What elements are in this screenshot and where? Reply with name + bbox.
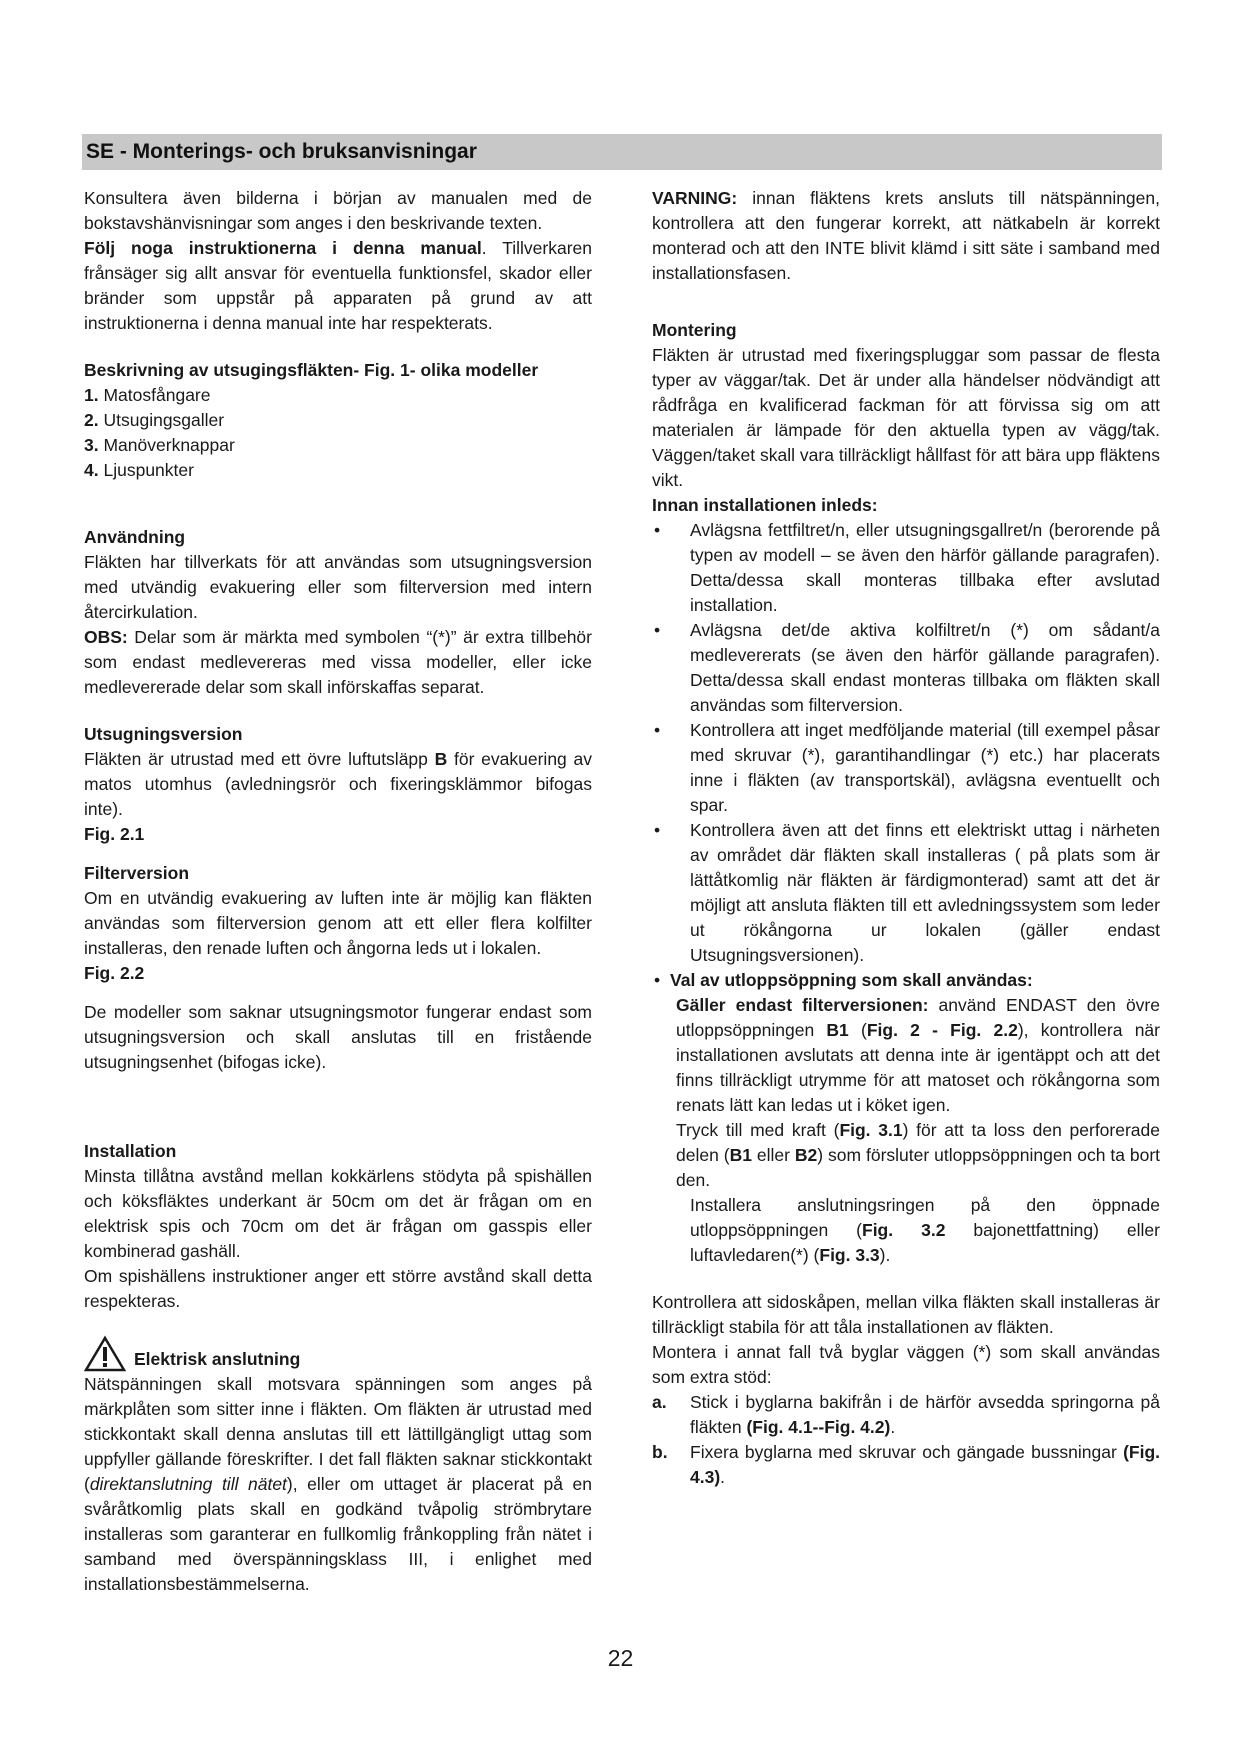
filter-paragraph-2: De modeller som saknar utsugningsmotor fungerar endast som utsugningsversion och skall anslutas till en fristående utsugningsenhet (bifogas icke). — [84, 1002, 592, 1072]
warning-text: innan fläktens krets ansluts till nätspänningen, kontrollera att den fungerar korrekt, att nätkabeln är korrekt monterad och att den INTE blivit klämd i sitt säte i samband med installationsfasen. — [652, 188, 1160, 283]
installation-paragraph-1: Minsta tillåtna avstånd mellan kokkärlens stödyta på spishällen och köksfläktes underkant är 50cm om det är frågan om en elektrisk spis och 70cm om det är frågan om gasspis eller kombinerad gashäll. — [84, 1166, 592, 1261]
item-text: Manöverknappar — [103, 435, 235, 455]
press-text-4: ) som försluter utloppsöppningen och ta bort den. — [676, 1145, 1161, 1190]
obs-text: Delar som är märkta med symbolen “(*)” är extra tillbehör som endast medlevereras med vissa modeller, eller icke medlevererade delar som skall införskaffas separat. — [84, 627, 592, 697]
item-text: Ljuspunkter — [103, 460, 194, 480]
outlet-text: använd ENDAST den övre utloppsöppningen — [676, 995, 1160, 1040]
item-number: 1. — [84, 385, 99, 405]
item-text: Kontrollera även att det finns ett elektriskt uttag i närheten av området där fläkten skall installeras ( på plats som är lättåtkomlig när fläkten är färdigmonterad) samt att det är möjligt att ansluta fläkten till ett avledningssystem som leder ut rökångorna ur lokalen (gäller endast Utsugningsversionen). — [690, 820, 1160, 965]
press-b2: B2 — [794, 1145, 818, 1165]
filter-paragraph: Om en utvändig evakuering av luften inte är möjlig kan fläkten användas som filterversion genom att ett eller flera kolfilter installeras, den renade luften och ångorna leds ut i lokalen. — [84, 888, 592, 958]
press-paragraph — [652, 1118, 1160, 1193]
warning-label: VARNING: — [652, 188, 738, 208]
ring-fig-ref: Fig. 3.2 — [862, 1220, 946, 1240]
intro-paragraph-2 — [84, 236, 592, 336]
installation-heading: Installation — [84, 1141, 177, 1161]
warning-triangle-icon — [84, 1336, 126, 1372]
bullet-icon: • — [654, 970, 661, 990]
step-end: . — [720, 1467, 726, 1487]
filter-heading: Filterversion — [84, 863, 190, 883]
press-fig-ref: Fig. 3.1 — [839, 1120, 903, 1140]
left-column — [84, 186, 592, 1594]
list-item — [652, 968, 1160, 993]
preparation-list — [652, 518, 1160, 993]
list-item — [652, 718, 1160, 818]
right-column — [652, 186, 1160, 286]
item-text: Matosfångare — [103, 385, 211, 405]
ring-text-2: bajonettfattning) eller luftavledaren(*) ( — [690, 1220, 1160, 1265]
item-text: Utsugingsgaller — [103, 410, 225, 430]
extraction-text-end: för evakuering av matos utomhus (avledningsrör och fixeringsklämmor bifogas inte). — [84, 749, 592, 819]
mounting-heading: Montering — [652, 320, 737, 340]
electrical-paragraph — [84, 1372, 592, 1597]
ring-text-3: ). — [879, 1245, 891, 1265]
list-item — [652, 1440, 1160, 1490]
item-text: Avlägsna fettfiltret/n, eller utsugningsgallret/n (berorende på typen av modell – se även den härför gällande paragrafen). Detta/dessa skall monteras tillbaka efter avslutad installation. — [690, 520, 1160, 615]
usage-heading: Användning — [84, 527, 186, 547]
list-item — [84, 433, 592, 458]
electrical-heading — [84, 1336, 592, 1372]
bullet-icon: • — [654, 820, 661, 840]
electrical-heading-text: Elektrisk anslutning — [134, 1349, 301, 1369]
section-title: SE - Monterings- och bruksanvisningar — [82, 134, 1162, 170]
bracket-steps — [652, 1390, 1160, 1490]
description-list — [84, 383, 592, 483]
list-item — [652, 818, 1160, 968]
step-fig-ref: (Fig. 4.1--Fig. 4.2) — [746, 1417, 891, 1437]
bullet-icon: • — [654, 720, 661, 740]
list-item — [84, 458, 592, 483]
extraction-text: Fläkten är utrustad med ett övre luftutsläpp — [84, 749, 435, 769]
step-fig-ref: (Fig. 4.3) — [690, 1442, 1160, 1487]
ring-paragraph — [652, 1193, 1160, 1268]
step-end: . — [890, 1417, 896, 1437]
item-text: Kontrollera att inget medföljande material (till exempel påsar med skruvar (*), garantihandlingar (*) etc.) har placerats inne i fläkten (av transportskäl), avlägsna eventuellt och spar. — [690, 720, 1160, 815]
outlet-b1: B1 — [826, 1020, 849, 1040]
filter-fig-ref: Fig. 2.2 — [84, 963, 145, 983]
ring-fig-ref-2: Fig. 3.3 — [819, 1245, 880, 1265]
list-item — [84, 383, 592, 408]
list-item — [652, 518, 1160, 618]
intro-text: . Tillverkaren frånsäger sig allt ansvar för eventuella funktionsfel, skador eller bränder som uppstår på apparaten på grund av att instruktionerna i denna manual inte har respekterats. — [84, 238, 592, 333]
list-item — [652, 618, 1160, 718]
outlet-paragraph — [652, 993, 1160, 1118]
electrical-italic: direktanslutning till nätet — [89, 1474, 287, 1494]
press-text-3: eller — [751, 1145, 795, 1165]
item-text: Avlägsna det/de aktiva kolfiltret/n (*) om sådant/a medlevererats (se även den härför gällande paragrafen). Detta/dessa skall endast monteras tillbaka om fläkten skall användas som filterversion. — [690, 620, 1160, 715]
press-text-2: ) för att ta loss den perforerade delen ( — [676, 1120, 1160, 1165]
item-number: 3. — [84, 435, 99, 455]
extraction-heading: Utsugningsversion — [84, 724, 243, 744]
step-label: b. — [652, 1442, 668, 1462]
installation-paragraph-2: Om spishällens instruktioner anger ett större avstånd skall detta respekteras. — [84, 1266, 592, 1311]
intro-paragraph-1: Konsultera även bilderna i början av manualen med de bokstavshänvisningar som anges i den beskrivande texten. — [84, 188, 592, 233]
electrical-text: Nätspänningen skall motsvara spänningen som anges på märkplåten som sitter inne i fläkten. Om fläkten är utrustad med stickkontakt skall denna anslutas till ett lättillgängligt uttag som uppfyller gällande föreskrifter. I det fall fläkten saknar stickkontakt ( — [84, 1374, 592, 1494]
obs-paragraph — [84, 625, 592, 700]
obs-label: OBS: — [84, 627, 128, 647]
usage-paragraph: Fläkten har tillverkats för att användas som utsugningsversion med utvändig evakuering eller som filterversion med intern återcirkulation. — [84, 552, 592, 622]
electrical-text-end: ), eller om uttaget är placerat på en svåråtkomlig plats skall en godkänd tvåpolig strömbrytare installeras som garanterar en fullkomlig frånkoppling från nätet i samband med överspänningsklass III, i enlighet med installationsbestämmelserna. — [84, 1474, 592, 1594]
before-installation-heading: Innan installationen inleds: — [652, 495, 878, 515]
bullet-icon: • — [654, 620, 661, 640]
item-number: 2. — [84, 410, 99, 430]
press-b1: B1 — [729, 1145, 752, 1165]
outlet-text-2: ( — [848, 1020, 867, 1040]
extraction-paragraph — [84, 747, 592, 822]
outlet-only-label: Gäller endast filterversionen: — [676, 995, 929, 1015]
step-text: Fixera byglarna med skruvar och gängade bussningar — [690, 1442, 1124, 1462]
press-text: Tryck till med kraft ( — [676, 1120, 840, 1140]
cabinet-paragraph-1: Kontrollera att sidoskåpen, mellan vilka fläkten skall installeras är tillräckligt stabila för att tåla installationen av fläkten. — [652, 1292, 1160, 1337]
warning-paragraph — [652, 186, 1160, 286]
outlet-text-3: ), kontrollera när installationen avslutats att denna inte är igentäppt och att det finns tillräckligt utrymme för att matoset och rökångorna som renats lätt kan ledas ut i köket igen. — [676, 1020, 1160, 1115]
item-number: 4. — [84, 460, 99, 480]
cabinet-paragraph-2: Montera i annat fall två byglar väggen (*) som skall användas som extra stöd: — [652, 1342, 1160, 1387]
page-number: 22 — [607, 1645, 634, 1671]
list-item — [84, 408, 592, 433]
bullet-icon: • — [654, 520, 661, 540]
step-text: Stick i byglarna bakifrån i de härför avsedda springorna på fläkten — [690, 1392, 1160, 1437]
outlet-fig-ref: Fig. 2 - Fig. 2.2 — [866, 1020, 1018, 1040]
outlet-heading: Val av utloppsöppning som skall användas: — [670, 970, 1033, 990]
description-heading: Beskrivning av utsugingsfläkten- Fig. 1- olika modeller — [84, 360, 539, 380]
mounting-paragraph: Fläkten är utrustad med fixeringspluggar som passar de flesta typer av väggar/tak. Det är under alla händelser nödvändigt att rådfråga en kvalificerad fackman för att förvissa sig om att materialen är lämpade för den aktuella typen av vägg/tak. Väggen/taket skall vara tillräckligt hållfast för att bära upp fläktens vikt. — [652, 345, 1160, 490]
step-label: a. — [652, 1392, 667, 1412]
outlet-label: B — [434, 749, 448, 769]
intro-emphasis: Följ noga instruktionerna i denna manual — [84, 238, 482, 258]
list-item — [652, 1390, 1160, 1440]
extraction-fig-ref: Fig. 2.1 — [84, 824, 145, 844]
right-column-flow — [652, 296, 1160, 1490]
ring-text: Installera anslutningsringen på den öppnade utloppsöppningen ( — [690, 1195, 1160, 1240]
